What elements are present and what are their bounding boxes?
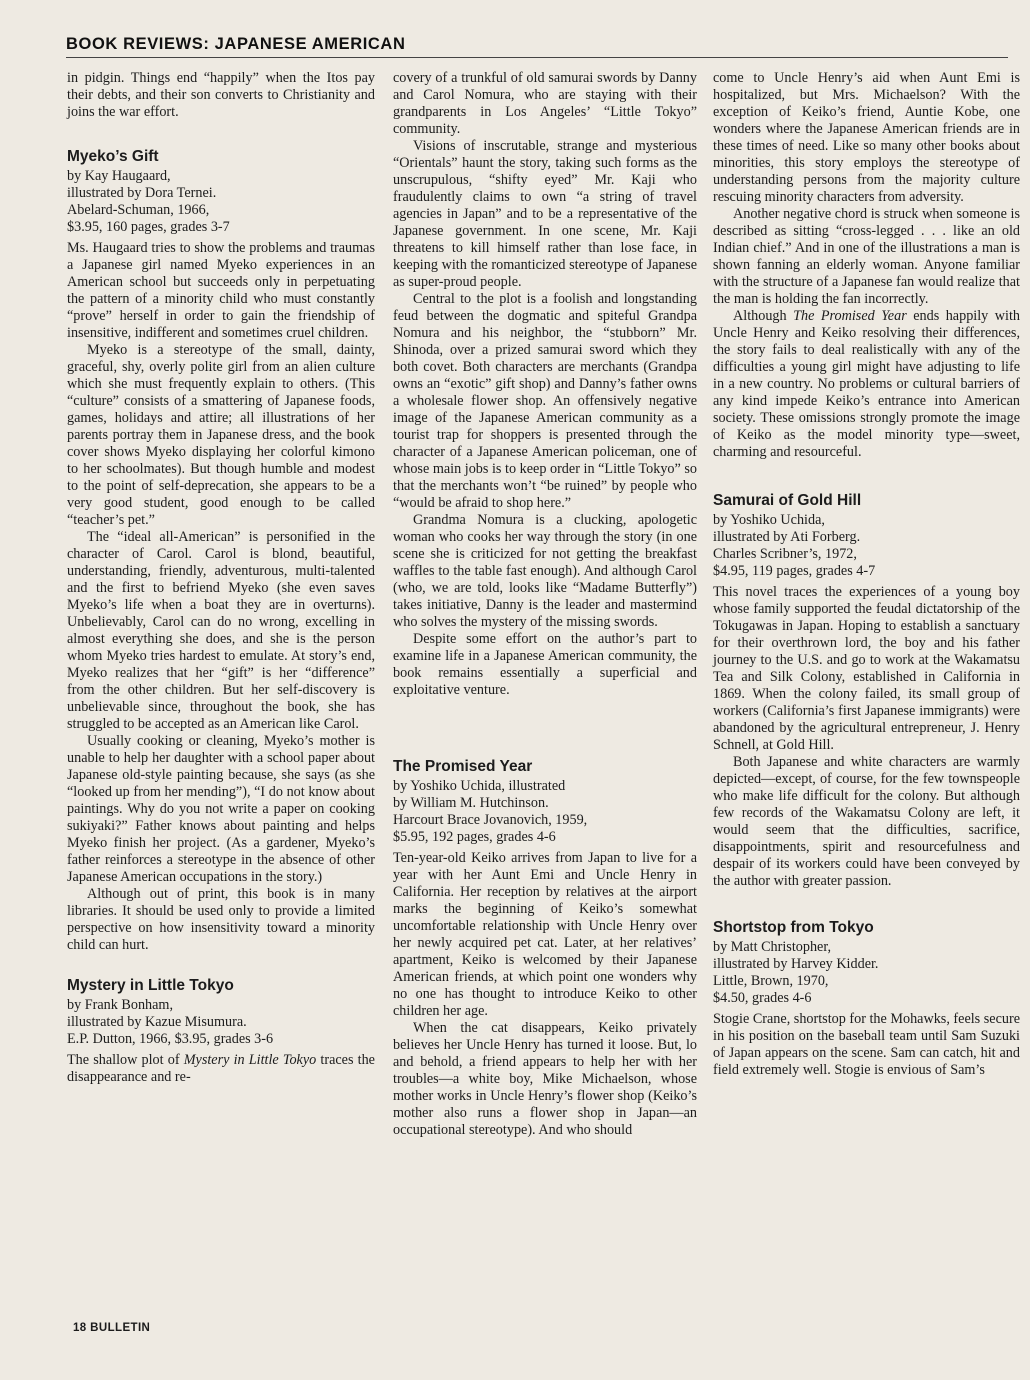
column-1 [67,70,375,1086]
info-line: Little, Brown, 1970, [713,973,829,989]
body-paragraph: come to Uncle Henry’s aid when Aunt Emi is hospitalized, but Mrs. Michaelson? With the exception of Keiko’s friend, Auntie Kobe, one wonders where the Japanese American friends are in these times of need. Like so many other books about minorities, this story employs the stereotype of understanding persons from the majority culture rescuing minority characters from adversity. [713,70,1020,205]
info-line: Abelard-Schuman, 1966, [67,202,210,218]
header-divider [66,57,1008,58]
info-line: illustrated by Harvey Kidder. [713,956,879,972]
body-paragraph: Ten-year-old Keiko arrives from Japan to live for a year with her Aunt Emi and Uncle Henry in California. Her reception by relatives at the airport marks the beginning of Keiko’s somewhat uncomfortable relationship with Uncle Henry over her newly acquired pet cat. Later, at her relatives’ apartment, Keiko is welcomed by their Japanese American friends, at which point one wonders why no one has thought to introduce Keiko to other children her age. [393,850,697,1019]
info-line: illustrated by Dora Ternei. [67,185,217,201]
review-title-shortstop: Shortstop from Tokyo [713,919,874,936]
body-paragraph: Usually cooking or cleaning, Myeko’s mother is unable to help her daughter with a school paper about Japanese old-style painting because, she says (as she “looked up from her mending”), “I do not know about paintings. Why do you not write a paper on cooking sukiyaki?” Father knows about painting and helps Myeko finish her project. (As a gardener, Myeko’s father reinforces a stereotype in the absence of other Japanese American occupations in the story.) [67,733,375,885]
column-3 [713,70,1020,1079]
info-line: illustrated by Ati Forberg. [713,529,861,545]
body-paragraph: covery of a trunkful of old samurai swords by Danny and Carol Nomura, who are staying with their grandparents in Los Angeles’ “Little Tokyo” community. [393,70,697,137]
info-line: by Frank Bonham, [67,997,174,1013]
review-info-shortstop [713,939,1020,1007]
body-paragraph: Myeko is a stereotype of the small, dainty, graceful, shy, overly polite girl from an alien culture which she must frequently explain to others. (This “culture” consists of a smattering of Japanese foods, games, holidays and attire; all illustrations of her parents portray them in Japanese dress, and the book cover shows Myeko displaying her colorful kimono to her schoolmates). But though humble and modest to the point of self-deprecation, she appears to be a very good student, good enough to be called “teacher’s pet.” [67,342,375,528]
review-info-mystery [67,997,375,1048]
body-paragraph: Central to the plot is a foolish and longstanding feud between the dogmatic and spiteful Grandpa Nomura and his neighbor, the “stubborn” Mr. Shinoda, over a prized samurai sword which they both covet. Both characters are merchants (Grandpa owns an “exotic” gift shop) and Danny’s father owns a wholesale flower shop. An offensively negative image of the Japanese American community as a tourist trap for shoppers is presented through the character of a Japanese American policeman, one of whose main jobs is to keep order in “Little Tokyo” so that the merchants won’t “be ruined” by people who “would be afraid to shop here.” [393,291,697,511]
review-info-myeko [67,168,375,236]
book-title-italic: Mystery in Little Tokyo [183,1052,317,1068]
info-line: E.P. Dutton, 1966, $3.95, grades 3-6 [67,1031,274,1047]
body-paragraph: Another negative chord is struck when someone is described as sitting “cross-legged . . . like an old Indian chief.” And in one of the illustrations a man is shown fanning an elderly woman. Anyone familiar with the structure of a Japanese fan would realize that the man is holding the fan incorrectly. [713,206,1020,307]
page-header: BOOK REVIEWS: JAPANESE AMERICAN [66,35,406,53]
body-paragraph: The shallow plot of Mystery in Little Tokyo traces the disappearance and re- [67,1052,375,1085]
body-paragraph: Grandma Nomura is a clucking, apologetic woman who cooks her way through the story (in one scene she is criticized for not getting the breakfast waffles to the table fast enough). And although Carol (who, we are told, looks like “Madame Butterfly”) takes initiative, Danny is the leader and mastermind who solves the mystery of the missing swords. [393,512,697,630]
review-info-promised-year [393,778,697,846]
review-title-myeko: Myeko’s Gift [67,148,159,165]
info-line: $4.95, 119 pages, grades 4-7 [713,563,876,579]
info-line: by Kay Haugaard, [67,168,171,184]
info-line: by Yoshiko Uchida, [713,512,825,528]
info-line: $4.50, grades 4-6 [713,990,812,1006]
review-info-samurai [713,512,1020,580]
page-footer: 18 BULLETIN [73,1322,151,1334]
body-paragraph: Although The Promised Year ends happily with Uncle Henry and Keiko resolving their differences, the story fails to deal realistically with any of the difficulties a young girl might have adjusting to life in a new country. No problems or cultural barriers of any kind impede Keiko’s entrance into American society. These omissions strongly promote the image of Keiko as the model minority type—sweet, charming and resourceful. [713,308,1020,460]
column-2 [393,70,697,1139]
body-paragraph: When the cat disappears, Keiko privately believes her Uncle Henry has turned it loose. But, lo and behold, a friend appears to help her with her troubles—a white boy, Mike Michaelson, whose mother works in Uncle Henry’s flower shop (Keiko’s mother also runs a flower shop in Japan—an occupational stereotype). And who should [393,1020,697,1138]
info-line: by William M. Hutchinson. [393,795,549,811]
body-paragraph: Ms. Haugaard tries to show the problems and traumas a Japanese girl named Myeko experiences in an American school but succeeds only in perpetuating the pattern of a minority child who must constantly “prove” herself in order to gain the friendship of insensitive, indifferent and sometimes cruel children. [67,240,375,341]
review-title-mystery: Mystery in Little Tokyo [67,977,234,994]
info-line: Harcourt Brace Jovanovich, 1959, [393,812,588,828]
body-paragraph: The “ideal all-American” is personified in the character of Carol. Carol is blond, beautiful, understanding, friendly, adventurous, multi-talented and the first to befriend Myeko (she even saves Myeko’s life when a boat they are in overturns). Unbelievably, Carol can do no wrong, excelling in almost everything she does, and she is the person whom Myeko tries hardest to emulate. At story’s end, Myeko realizes that her “gift” is her “difference” from the other children. But her self-discovery is unbelievable since, throughout the book, she has struggled to be accepted as an American like Carol. [67,529,375,732]
info-line: illustrated by Kazue Misumura. [67,1014,247,1030]
body-paragraph: Despite some effort on the author’s part to examine life in a Japanese American community, the book remains essentially a superficial and exploitative venture. [393,631,697,698]
book-title-italic: The Promised Year [793,308,907,324]
info-line: $5.95, 192 pages, grades 4-6 [393,829,556,845]
info-line: $3.95, 160 pages, grades 3-7 [67,219,230,235]
info-line: Charles Scribner’s, 1972, [713,546,857,562]
body-paragraph: Visions of inscrutable, strange and mysterious “Orientals” haunt the story, taking such forms as the unscrupulous, “shifty eyed” Mr. Kaji who fraudulently claims to own “a string of travel agencies in Japan” and to be a representative of the Japanese government. In one scene, Mr. Kaji threatens to kill himself rather than lose face, in keeping with the romanticized stereotype of Japanese as super-proud people. [393,138,697,290]
body-paragraph: Stogie Crane, shortstop for the Mohawks, feels secure in his position on the baseball team until Sam Suzuki of Japan appears on the scene. Sam can catch, hit and field extremely well. Stogie is envious of Sam’s [713,1011,1020,1078]
intro-paragraph: in pidgin. Things end “happily” when the Itos pay their debts, and their son converts to Christianity and joins the war effort. [67,70,375,120]
review-title-samurai: Samurai of Gold Hill [713,492,862,509]
review-title-promised-year: The Promised Year [393,758,533,775]
body-paragraph: Both Japanese and white characters are warmly depicted—except, of course, for the few townspeople who make life difficult for the colony. But although few records of the Wakamatsu Colony are left, it would seem that the difficulties, sacrifice, disappointments, spirit and resourcefulness and despair of its workers could have been conveyed by the author with greater passion. [713,754,1020,889]
body-paragraph: Although out of print, this book is in many libraries. It should be used only to provide a limited perspective on how insensitivity toward a minority child can hurt. [67,886,375,953]
info-line: by Yoshiko Uchida, illustrated [393,778,566,794]
info-line: by Matt Christopher, [713,939,832,955]
body-paragraph: This novel traces the experiences of a young boy whose family supported the feudal dictatorship of the Tokugawas in Japan. Hoping to establish a sanctuary for their overthrown lord, the boy and his father journey to the U.S. and go to work at the Wakamatsu Tea and Silk Colony, established in California in 1869. When the colony failed, its small group of workers (California’s first Japanese immigrants) were abandoned by the agricultural entrepreneur, J. Henry Schnell, at Gold Hill. [713,584,1020,753]
